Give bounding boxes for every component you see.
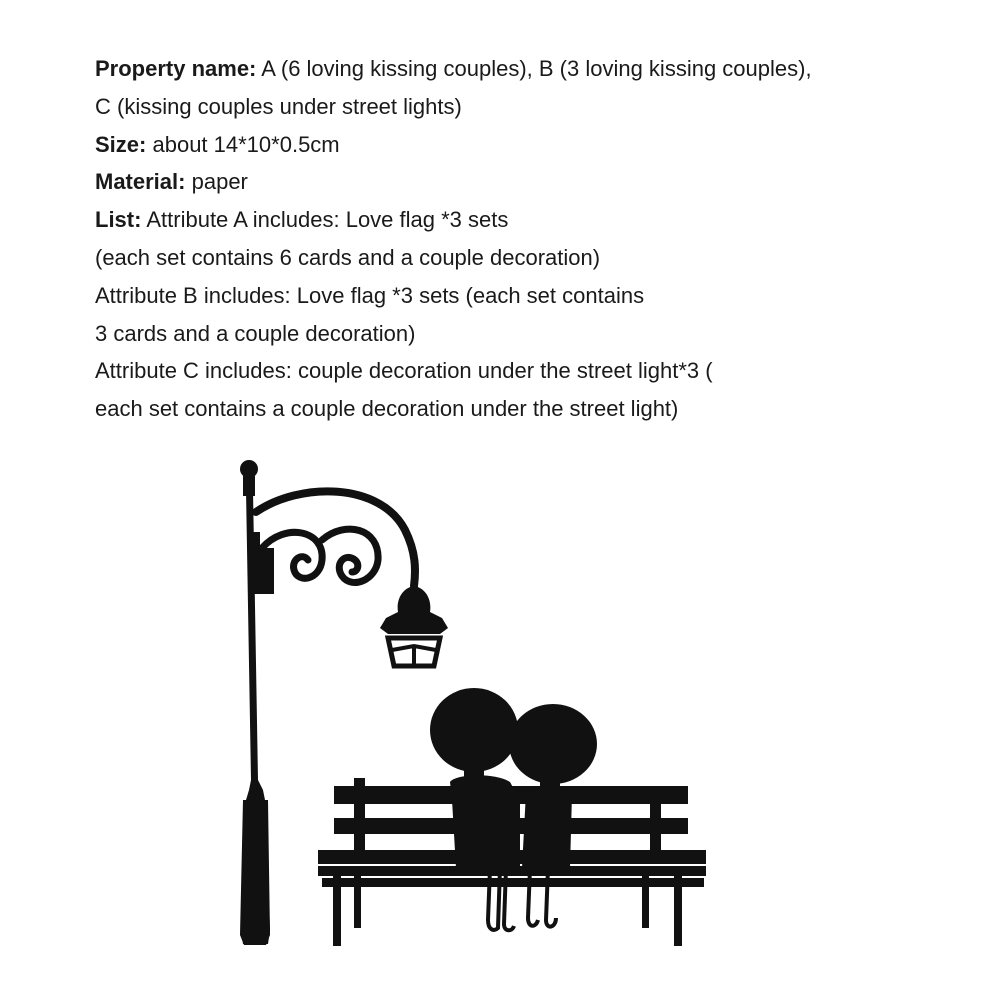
list-value-attribute-c: Attribute C includes: couple decoration under the street light*3 ( (95, 358, 713, 384)
person-right-torso (522, 786, 572, 868)
lamp-post-bracket-collar (248, 532, 260, 594)
property-name-label: Property name: (95, 56, 257, 81)
list-value-attribute-b: Attribute B includes: Love flag *3 sets (each set contains (95, 282, 645, 308)
lamp-arm-scroll-right (322, 529, 378, 582)
person-right-legs (528, 868, 556, 927)
size-value: about 14*10*0.5cm (152, 131, 340, 157)
lamp-post-finial (240, 460, 258, 478)
list-value-attribute-b-detail: 3 cards and a couple decoration) (95, 320, 416, 346)
person-left-legs (488, 868, 514, 930)
list-label: List: (95, 207, 142, 233)
material-value: paper (191, 169, 248, 195)
bench-back-post-left (354, 778, 365, 858)
size-label: Size: (95, 131, 147, 157)
lamp-post-bracket-collar-right (260, 548, 274, 594)
bench-leg-back-left (354, 876, 361, 928)
property-name-value-continued: C (kissing couples under street lights) (95, 93, 462, 119)
list-value-attribute-c-detail: each set contains a couple decoration under the street light) (95, 396, 679, 422)
person-left-head (430, 688, 518, 772)
lantern-cap (380, 586, 448, 634)
list-value-attribute-a-detail: (each set contains 6 cards and a couple decoration) (95, 244, 601, 270)
person-right-head (509, 704, 597, 784)
couple (430, 688, 597, 930)
bench-leg-front-right (674, 876, 682, 946)
bench-leg-back-right (642, 876, 649, 928)
lamp-post-base (240, 800, 270, 945)
material-label: Material: (95, 169, 186, 195)
person-right (509, 704, 597, 927)
bench-back-post-right (650, 796, 661, 858)
lantern (380, 586, 448, 666)
list-value-attribute-a: Attribute A includes: Love flag *3 sets (146, 207, 509, 233)
property-name-value: A (6 loving kissing couples), B (3 loving kissing couples), (261, 56, 812, 81)
bench-leg-front-left (333, 876, 341, 946)
